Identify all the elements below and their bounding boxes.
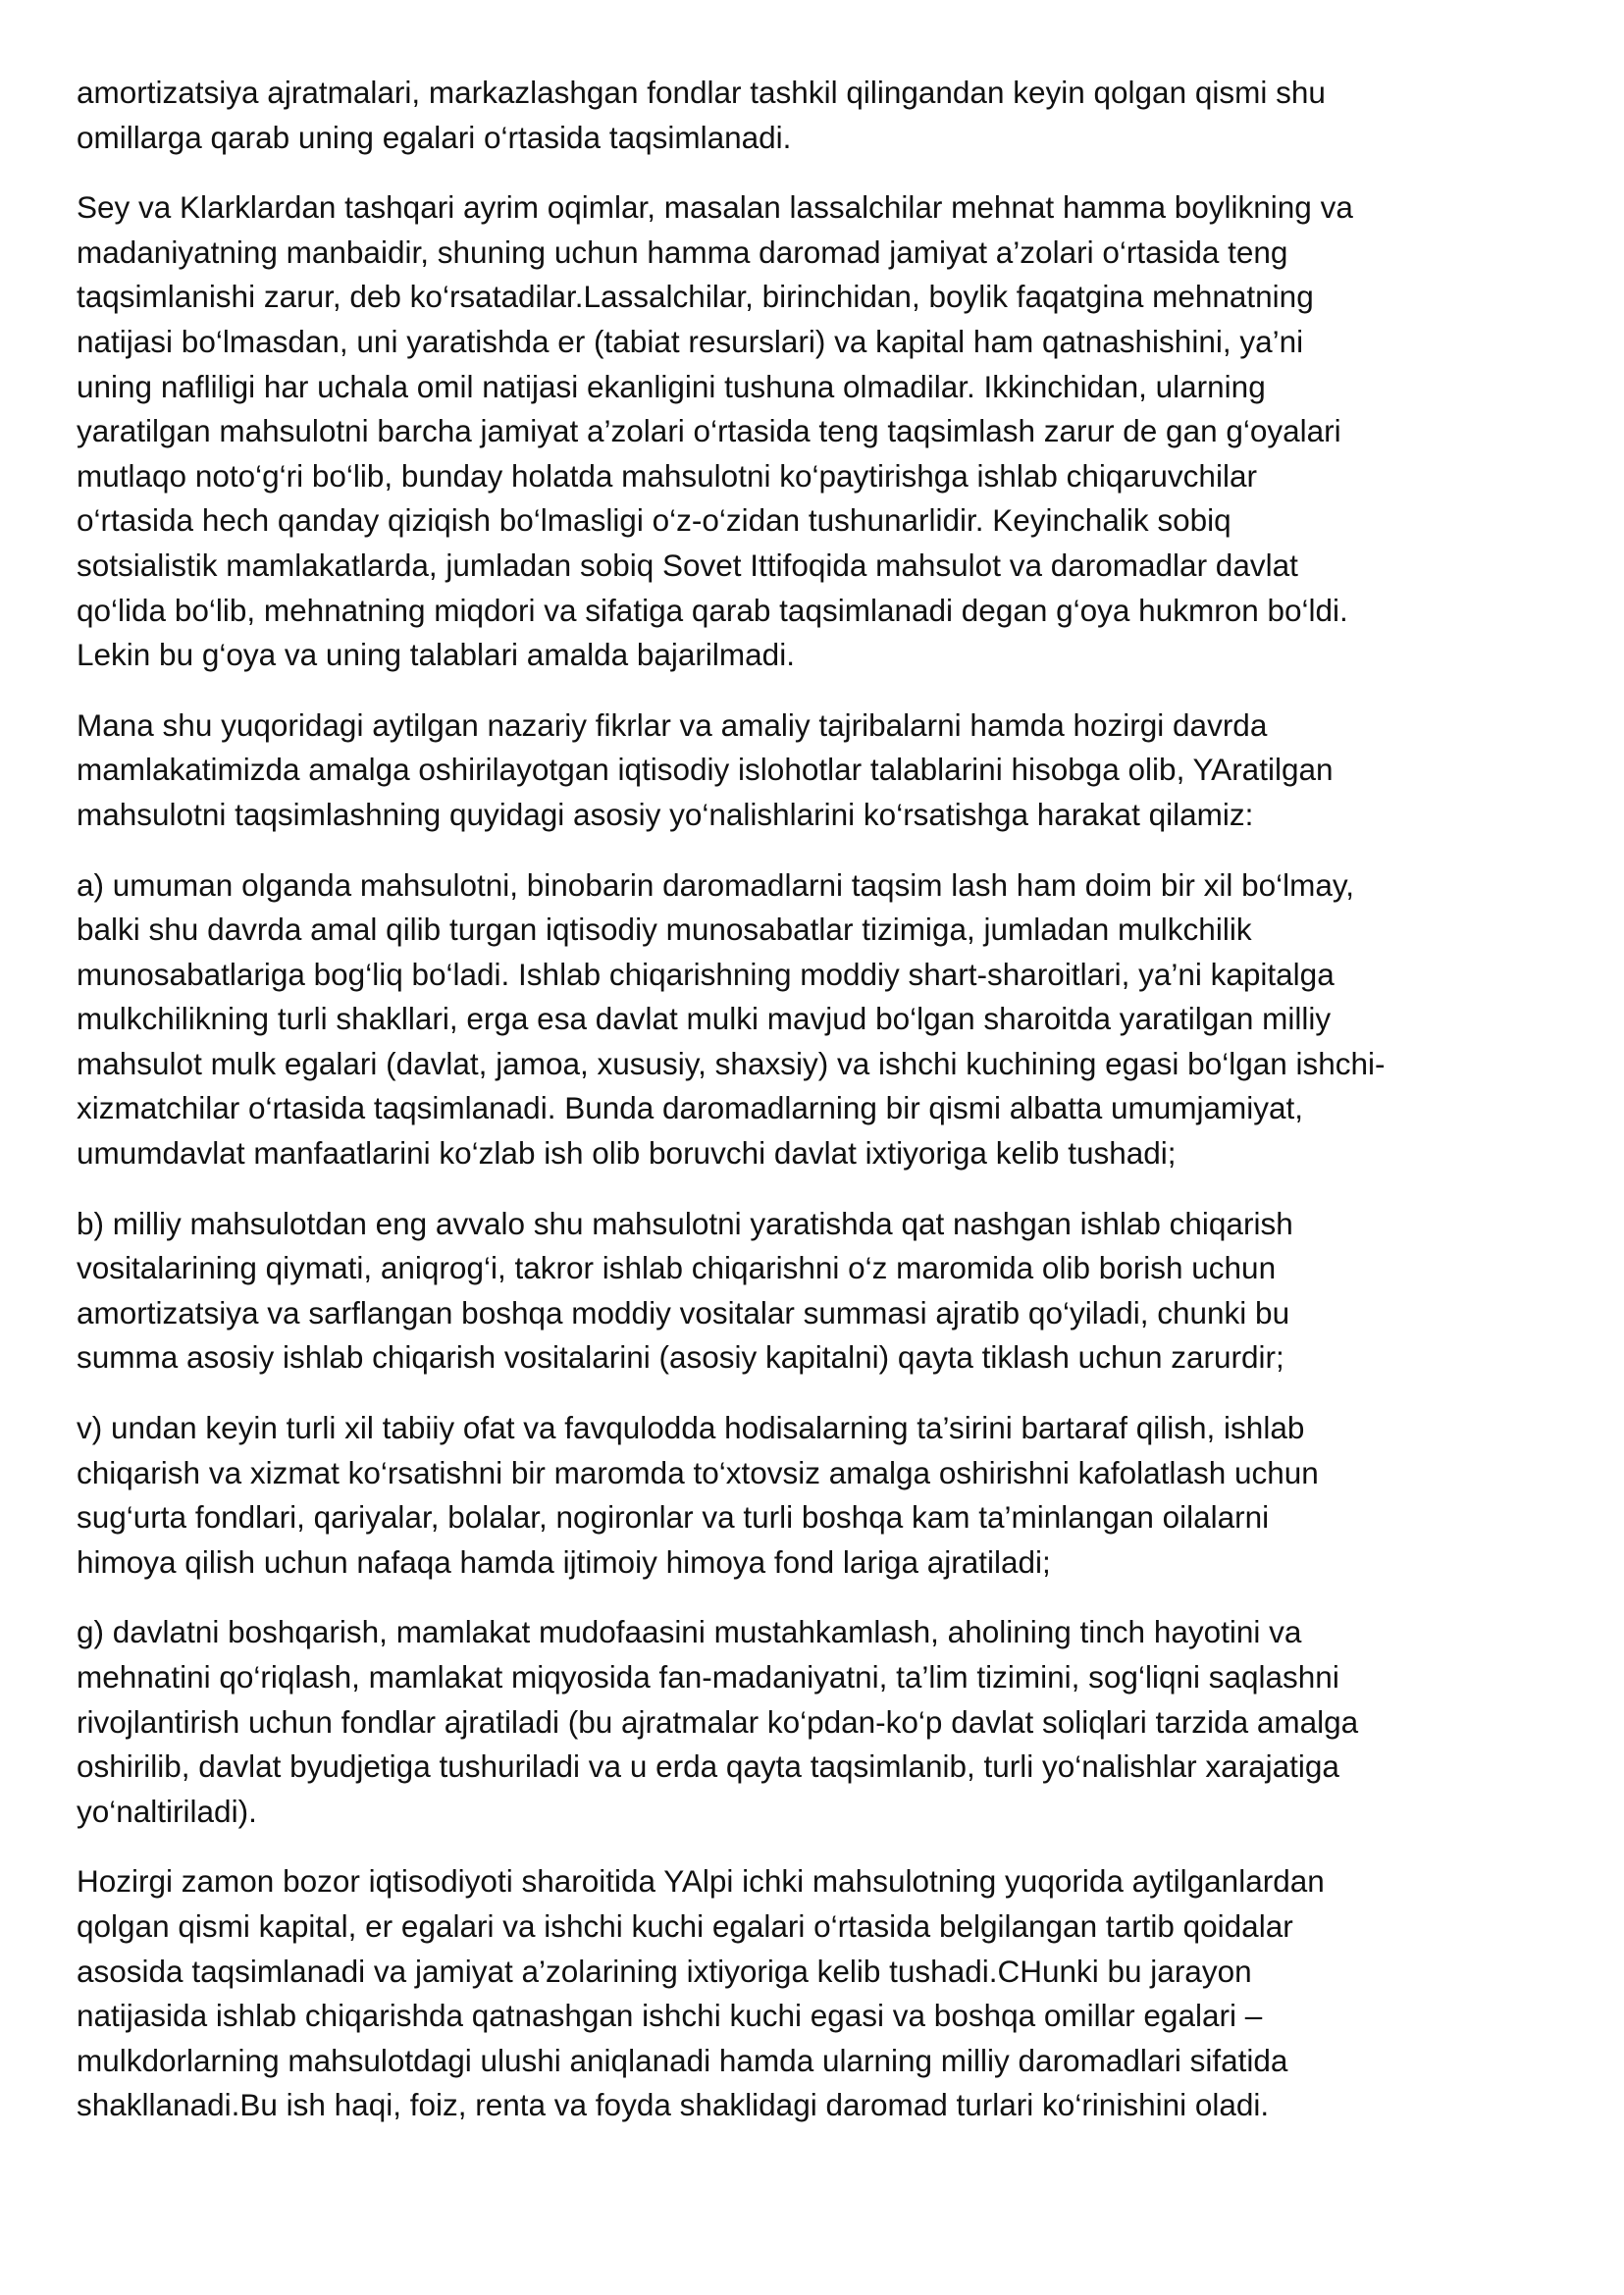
paragraph-item-v: v) undan keyin turli xil tabiiy ofat va favqulodda hodisalarning ta’sirini bartaraf qilish, ishlab chiqarish va xizmat ko‘rsatishni bir maromda to‘xtovsiz amalga oshirishni kafolatlash uchun sug‘urta fondlari, qariyalar, bolalar, nogironlar va turli boshqa kam ta’minlangan oilalarni himoya qilish uchun nafaqa hamda ijtimoiy himoya fond lariga ajratiladi; xyxy=(77,1410,1319,1580)
document-page xyxy=(77,71,1568,2154)
paragraph-item-g: g) davlatni boshqarish, mamlakat mudofaasini mustahkamlash, aholining tinch hayotini va mehnatini qo‘riqlash, mamlakat miqyosida fan-madaniyatni, ta’lim tizimini, sog‘liqni saqlashni rivojlantirish uchun fondlar ajratiladi (bu ajratmalar ko‘pdan-ko‘p davlat soliqlari tarzida amalga oshirilib, davlat byudjetiga tushuriladi va u erda qayta taqsimlanib, turli yo‘nalishlar xarajatiga yo‘naltiriladi). xyxy=(77,1614,1359,1829)
paragraph-item-b: b) milliy mahsulotdan eng avvalo shu mahsulotni yaratishda qat nashgan ishlab chiqarish vositalarining qiymati, aniqrog‘i, takror ishlab chiqarishni o‘z maromida olib borish uchun amortizatsiya va sarflangan boshqa moddiy vositalar summasi ajratib qo‘yiladi, chunki bu summa asosiy ishlab chiqarish vositalarini (asosiy kapitalni) qayta tiklash uchun zarurdir; xyxy=(77,1205,1293,1376)
paragraph-continuation: amortizatsiya ajratmalari, markazlashgan fondlar tashkil qilingandan keyin qolgan qismi shu omillarga qarab uning egalari o‘rtasida taqsimlanadi. xyxy=(77,75,1326,155)
paragraph-item-a: a) umuman olganda mahsulotni, binobarin daromadlarni taqsim lash ham doim bir xil bo‘lmay, balki shu davrda amal qilib turgan iqtisodiy munosabatlar tizimiga, jumladan mulkchilik munosabatlariga bog‘liq bo‘ladi. Ishlab chiqarishning moddiy shart-sharoitlari, ya’ni kapitalga mulkchilikning turli shakllari, erga esa davlat mulki mavjud bo‘lgan sharoitda yaratilgan milliy mahsulot mulk egalari (davlat, jamoa, xususiy, shaxsiy) va ishchi kuchining egasi bo‘lgan ishchi- xizmatchilar o‘rtasida taqsimlanadi. Bunda daromadlarning bir qismi albatta umumjamiyat, umumdavlat manfaatlarini ko‘zlab ish olib boruvchi davlat ixtiyoriga kelib tushadi; xyxy=(77,866,1386,1172)
paragraph-sey-klark: Sey va Klarklardan tashqari ayrim oqimlar, masalan lassalchilar mehnat hamma boylikning va madaniyatning manbaidir, shuning uchun hamma daromad jamiyat a’zolari o‘rtasida teng taqsimlanishi zarur, deb ko‘rsatadilar.Lassalchilar, birinchidan, boylik faqatgina mehnatning natijasi bo‘lmasdan, uni yaratishda er (tabiat resurslari) va kapital ham qatnashishini, ya’ni uning nafliligi har uchala omil natijasi ekanligini tushuna olmadilar. Ikkinchidan, ularning yaratilgan mahsulotni barcha jamiyat a’zolari o‘rtasida teng taqsimlash zarur de gan g‘oyalari mutlaqo noto‘g‘ri bo‘lib, bunday holatda mahsulotni ko‘paytirishga ishlab chiqaruvchilar o‘rtasida hech qanday qiziqish bo‘lmasligi o‘z-o‘zidan tushunarlidir. Keyinchalik sobiq sotsialistik mamlakatlarda, jumladan sobiq Sovet Ittifoqida mahsulot va daromadlar davlat qo‘lida bo‘lib, mehnatning miqdori va sifatiga qarab taqsimlanadi degan g‘oya hukmron bo‘ldi. Lekin bu g‘oya va uning talablari amalda bajarilmadi. xyxy=(77,189,1353,673)
paragraph-conclusion: Hozirgi zamon bozor iqtisodiyoti sharoitida YAlpi ichki mahsulotning yuqorida aytilganlardan qolgan qismi kapital, er egalari va ishchi kuchi egalari o‘rtasida belgilangan tartib qoidalar asosida taqsimlanadi va jamiyat a’zolarining ixtiyoriga kelib tushadi.CHunki bu jarayon natijasida ishlab chiqarishda qatnashgan ishchi kuchi egasi va boshqa omillar egalari – mulkdorlarning mahsulotdagi ulushi aniqlanadi hamda ularning milliy daromadlari sifatida shakllanadi.Bu ish haqi, foiz, renta va foyda shaklidagi daromad turlari ko‘rinishini oladi. xyxy=(77,1863,1325,2123)
paragraph-intro-directions: Mana shu yuqoridagi aytilgan nazariy fikrlar va amaliy tajribalarni hamda hozirgi davrda mamlakatimizda amalga oshirilayotgan iqtisodiy islohotlar talablarini hisobga olib, YAratilgan mahsulotni taqsimlashning quyidagi asosiy yo‘nalishlarini ko‘rsatishga harakat qilamiz: xyxy=(77,706,1334,832)
